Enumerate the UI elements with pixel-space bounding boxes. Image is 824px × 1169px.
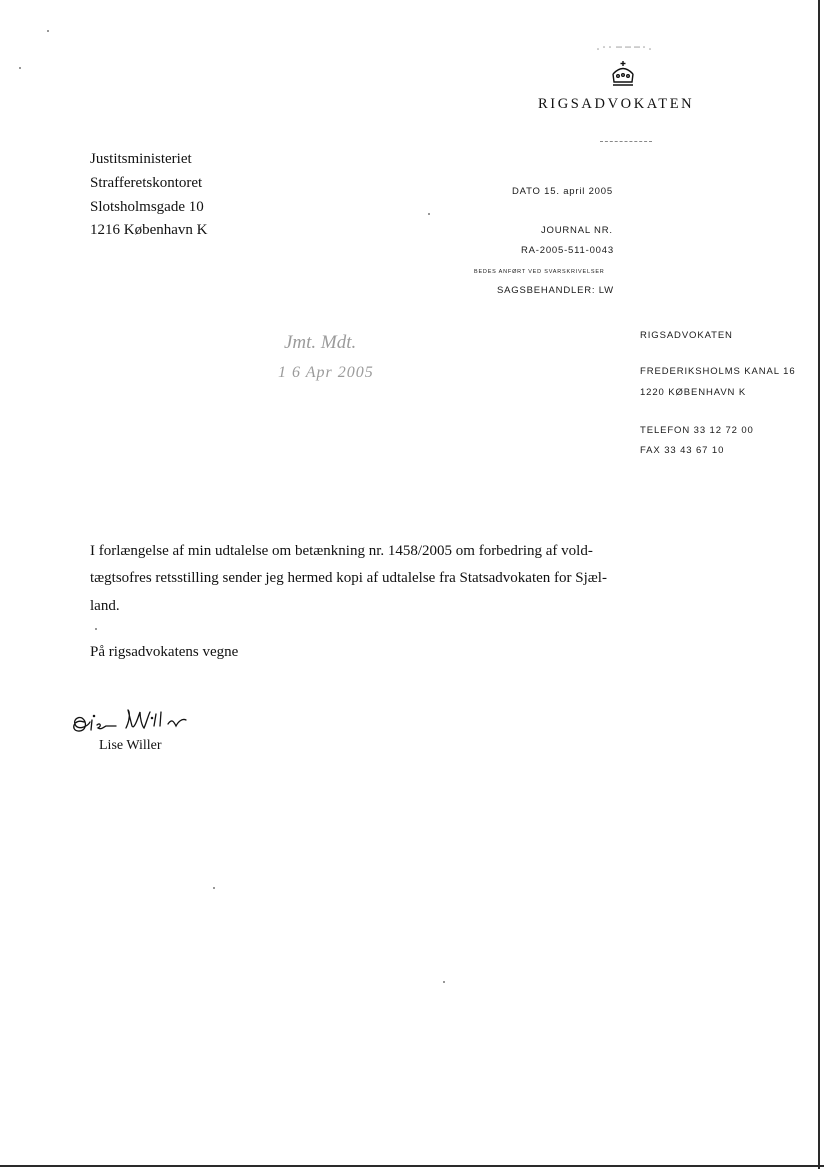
journal-number: RA-2005-511-0043 bbox=[521, 245, 614, 256]
scan-speck bbox=[443, 981, 445, 983]
recipient-line: 1216 København K bbox=[90, 222, 208, 238]
body-paragraph-line: tægtsofres retsstilling sender jeg hermed kopi af udtalelse fra Statsadvokaten for Sjæl- bbox=[90, 570, 607, 586]
journal-label: JOURNAL NR. bbox=[541, 225, 613, 236]
received-stamp-line1: Jmt. Mdt. bbox=[284, 332, 357, 353]
letterhead-org-name: RIGSADVOKATEN bbox=[538, 96, 695, 112]
letter-date: DATO 15. april 2005 bbox=[512, 186, 613, 197]
recipient-line: Justitsministeriet bbox=[90, 151, 192, 167]
sender-city: 1220 KØBENHAVN K bbox=[640, 387, 747, 398]
received-stamp-date: 1 6 Apr 2005 bbox=[278, 364, 374, 381]
scan-speck bbox=[19, 67, 21, 69]
sender-street: FREDERIKSHOLMS KANAL 16 bbox=[640, 366, 796, 377]
recipient-line: Strafferetskontoret bbox=[90, 175, 203, 191]
scan-speck bbox=[95, 628, 97, 630]
sender-fax: FAX 33 43 67 10 bbox=[640, 445, 725, 456]
scan-speck bbox=[428, 213, 430, 215]
signatory-name: Lise Willer bbox=[99, 738, 162, 753]
case-handler: SAGSBEHANDLER: LW bbox=[497, 285, 614, 296]
scan-speck bbox=[47, 30, 49, 32]
sender-phone: TELEFON 33 12 72 00 bbox=[640, 425, 754, 436]
letterhead-decoration bbox=[594, 44, 654, 52]
reply-note: BEDES ANFØRT VED SVARSKRIVELSER bbox=[474, 269, 605, 275]
sender-name: RIGSADVOKATEN bbox=[640, 330, 733, 341]
recipient-line: Slotsholmsgade 10 bbox=[90, 199, 204, 215]
body-paragraph-line: land. bbox=[90, 598, 120, 614]
letterhead-rule bbox=[600, 141, 652, 143]
page-edge-right bbox=[818, 0, 820, 1169]
crown-icon bbox=[608, 60, 638, 88]
closing-line: På rigsadvokatens vegne bbox=[90, 644, 239, 660]
handwritten-signature bbox=[64, 700, 214, 740]
body-paragraph-line: I forlængelse af min udtalelse om betænkning nr. 1458/2005 om forbedring af vold- bbox=[90, 543, 593, 559]
scan-speck bbox=[213, 887, 215, 889]
page-edge-bottom bbox=[0, 1165, 824, 1167]
